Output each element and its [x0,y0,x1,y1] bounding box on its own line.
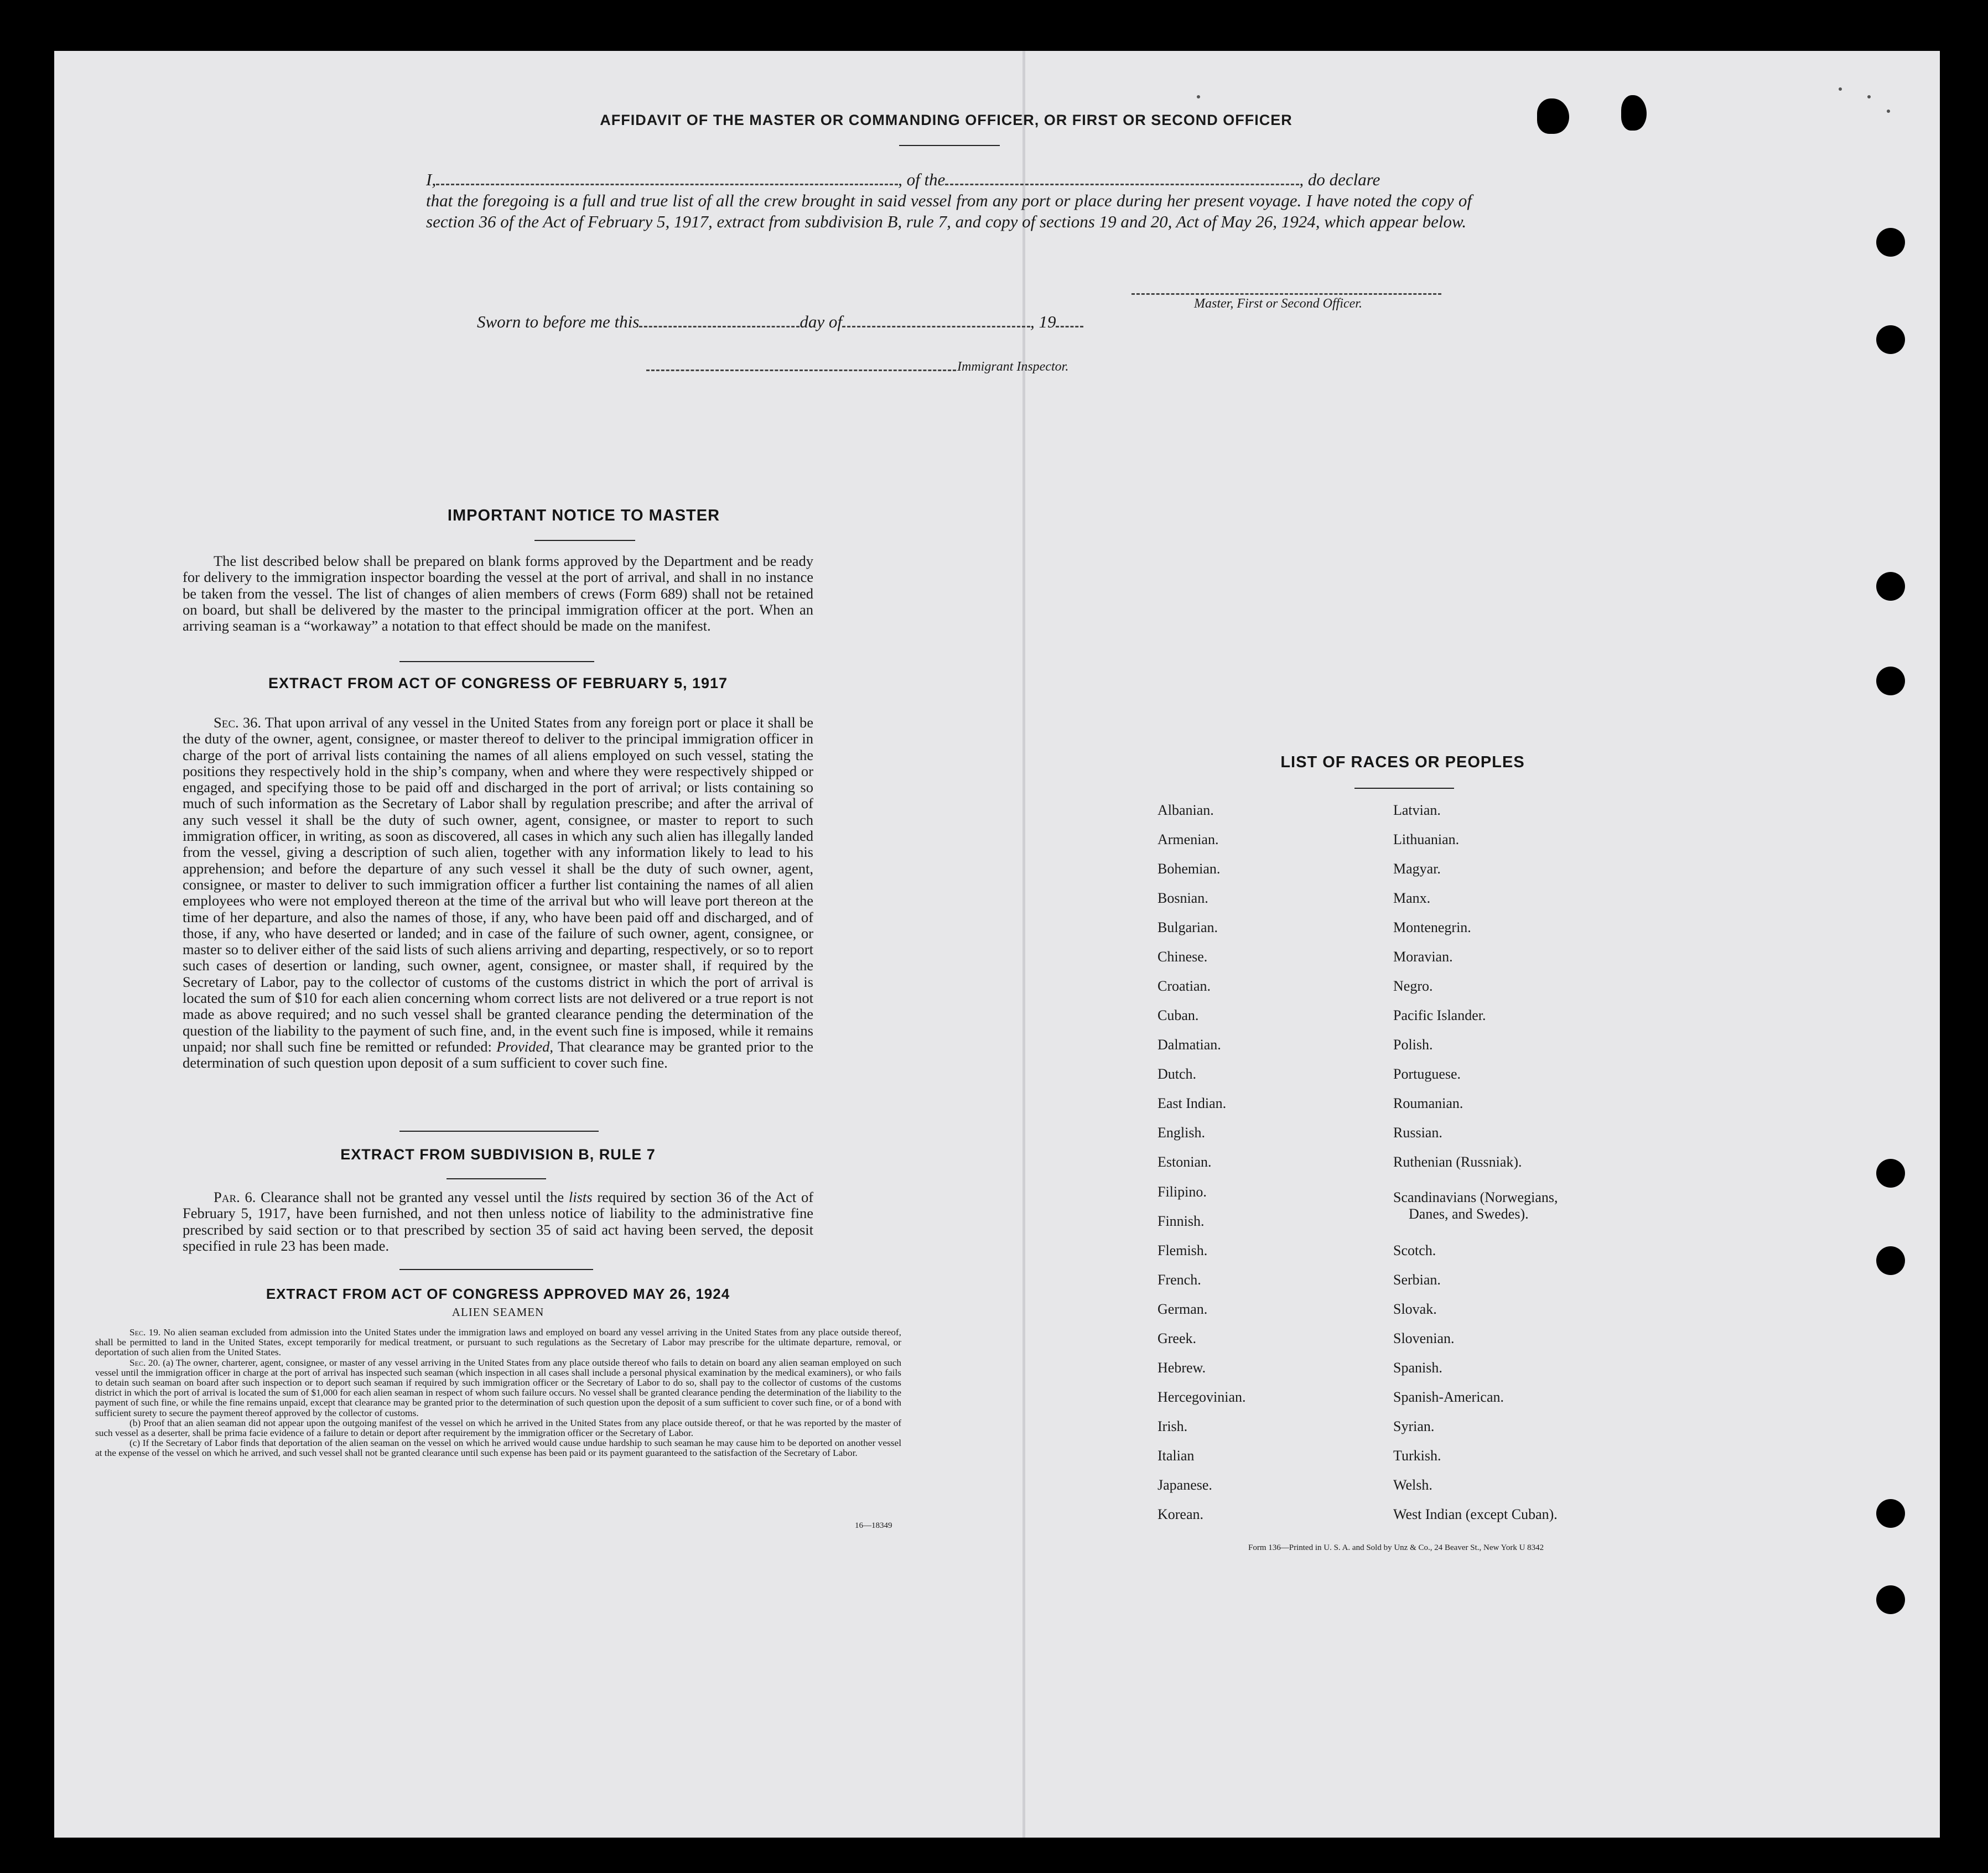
race-left: East Indian. [1157,1095,1227,1111]
race-right: Spanish. [1393,1360,1442,1376]
race-left: Bosnian. [1157,890,1208,906]
sec-19-text: No alien seaman excluded from admission into the United States under the immigration laws and employed on board any vessel arriving in the United States from any place outside thereof, shall be permitted to land in the United States, except temporarily for medical treatment, or pursuant to such regulations as the Secretary of Labor may prescribe for the ultimate departure, removal, or deportation of such alien from the United States. [95,1327,902,1358]
race-left: German. [1157,1301,1208,1317]
speck [1887,110,1890,113]
race-right: Polish. [1393,1037,1433,1053]
race-right: Scandinavians (Norwegians, [1393,1189,1558,1205]
race-left: Albanian. [1157,802,1214,818]
rule-7-body [183,1189,813,1254]
master-signature-line [1131,293,1441,295]
extract-1924-body [95,1328,901,1459]
sec-20a-text: (a) The owner, charterer, agent, consignee, or master of any vessel arriving in the United States from any place outside thereof who fails to detain on board any alien seaman employed on such vessel until the immigration officer in charge at the port of arrival has inspected such seaman (which inspection in all cases shall include a personal physical examination by the medical examiners), or who fails to detain such seaman on board after such inspection or to deport such seaman if required by such immigration officer or the Secretary of Labor to do so, shall pay to the collector of customs of the customs district in which the port of arrival is located the sum of $1,000 for each alien seaman in respect of whom such failure occurs. No vessel shall be granted clearance pending the determination of the liability to the payment of such fine, or while the fine remains unpaid, except that clearance may be granted prior to the determination of such question upon the deposit of a sum sufficient to cover such fine, or of a bond with sufficient surety to secure the payment thereof approved by the collector of customs. [95,1357,902,1418]
race-left: Korean. [1157,1506,1204,1522]
race-right: Portuguese. [1393,1066,1461,1082]
declare-do-declare: , do declare [1299,170,1380,189]
race-left: Dalmatian. [1157,1037,1221,1053]
race-right: Montenegrin. [1393,919,1471,935]
race-right: Scotch. [1393,1242,1436,1258]
punch-hole [1876,572,1905,601]
race-left: Armenian. [1157,831,1219,847]
race-right: Serbian. [1393,1272,1441,1288]
sworn-year: , 19 [1030,312,1056,331]
race-right: Latvian. [1393,802,1441,818]
speck [1867,95,1871,98]
sworn-year-blank [1056,326,1083,327]
rule-7-title: EXTRACT FROM SUBDIVISION B, RULE 7 [340,1146,656,1163]
race-right: Manx. [1393,890,1431,906]
form-code: 16—18349 [855,1521,892,1530]
sec-20c: (c) If the Secretary of Labor finds that deportation of the alien seaman on the vessel on which he arrived would cause undue hardship to such seaman he may cause him to be deported on another vessel at the expense of the vessel on which he arrived, and such vessel shall not be granted clearance until such expense has been paid or its payment guaranteed to the satisfaction of the Secretary of Labor. [95,1438,901,1459]
sec-36-label: Sec. 36. [214,714,262,731]
race-left: Italian [1157,1448,1195,1464]
sec-20b: (b) Proof that an alien seaman did not appear upon the outgoing manifest of the vessel on which he arrived in the United States from any place outside thereof, or that he was reported by the master of such vessel as a deserter, shall be prima facie evidence of a failure to detain or deport after requirement by the immigration officer or the Secretary of Labor. [95,1417,901,1439]
race-left: French. [1157,1272,1201,1288]
race-right: Welsh. [1393,1477,1432,1493]
speck [1197,95,1200,98]
race-left: Dutch. [1157,1066,1197,1082]
race-left: Irish. [1157,1418,1188,1434]
declare-i: I, [426,170,437,189]
race-right: Negro. [1393,978,1433,994]
notice-title: IMPORTANT NOTICE TO MASTER [447,507,720,524]
race-left: Finnish. [1157,1213,1205,1229]
races-title: LIST OF RACES OR PEOPLES [1280,753,1525,771]
inspector-label: Immigrant Inspector. [957,360,1069,374]
provided-word: Provided, [496,1038,554,1055]
sec-36-text: That upon arrival of any vessel in the United States from any foreign port or place it shall be the duty of the owner, agent, consignee, or master thereof to deliver to the principal immigration officer in charge of the port of arrival lists containing the names of all aliens employed on such vessel, stating the positions they respectively hold in the ship’s company, when and where they were respectively shipped or engaged, and specifying those to be paid off and discharged in the port of arrival; or lists containing so much of such information as the Secretary of Labor shall by regulation prescribe; and after the arrival of any such vessel it shall be the duty of such owner, agent, consignee, or master to report to such immigration officer, in writing, as soon as discovered, all cases in which any such alien has illegally landed from the vessel, giving a description of such alien, together with any information likely to lead to his apprehension; and before the departure of any such vessel it shall be the duty of such owner, agent, consignee, or master to deliver to such immigration officer a further list containing the names of all alien employees who were not employed thereon at the time of the arrival but who will leave port thereon at the time of her departure, and also the names of those, if any, who have been paid off and discharged, and of those, if any, who have deserted or landed; and in case of the failure of such owner, agent, consignee, or master so to deliver either of the said lists of such aliens arriving and departing, respectively, or so to report such cases of desertion or landing, such owner, agent, consignee, or master shall, if required by the Secretary of Labor, pay to the collector of customs of the customs district in which the port of arrival is located the sum of $10 for each alien concerning whom correct lists are not delivered or a true report is not made as above required; and no such vessel shall be granted clearance pending the determination of the question of the liability to the payment of such fine, and, in the event such fine is imposed, while it remains unpaid; nor shall such fine be remitted or refunded: [183,714,813,1055]
ink-blot [1621,95,1647,131]
punch-hole [1876,667,1905,695]
race-right: West Indian (except Cuban). [1393,1506,1558,1522]
sec-19-label: Sec. 19. [129,1327,161,1338]
punch-hole [1876,1585,1905,1614]
inspector-signature-line [646,370,956,371]
race-right: Russian. [1393,1125,1442,1141]
race-right: Magyar. [1393,861,1441,877]
race-left: Japanese. [1157,1477,1212,1493]
alien-seamen-subtitle: ALIEN SEAMEN [451,1305,544,1319]
declaration-first-line [426,169,1472,190]
lists-word: lists [568,1189,593,1205]
notice-rule [534,540,635,541]
notice-body: The list described below shall be prepared on blank forms approved by the Department and be ready for delivery to the immigration inspector boarding the vessel at the port of arrival, and shall in no instance be taken from the vessel. The list of changes of alien members of crews (Form 689) shall not be retained on board, but shall be delivered by the master to the principal immigration officer at the port. When an arriving seaman is a “workaway” a notation to that effect should be made on the manifest. [183,553,813,634]
race-left: Filipino. [1157,1184,1207,1200]
race-left: Estonian. [1157,1154,1212,1170]
vessel-blank [945,184,1299,185]
race-right: Slovenian. [1393,1330,1455,1346]
sworn-day-of: day of [800,312,842,331]
races-title-rule [1354,788,1454,789]
affidavit-title: AFFIDAVIT OF THE MASTER OR COMMANDING OFFICER, OR FIRST OR SECOND OFFICER [600,112,1293,128]
sworn-prefix: Sworn to before me this [477,312,640,331]
punch-hole [1876,1246,1905,1275]
sworn-line [477,312,1083,332]
rule-7-title-rule [447,1178,546,1179]
race-right: Lithuanian. [1393,831,1460,847]
ink-blot [1537,98,1569,134]
speck [1839,87,1842,91]
declaration-body: that the foregoing is a full and true list of all the crew brought in said vessel from any port or place during her present voyage. I have noted the copy of section 36 of the Act of February 5, 1917, extract from subdivision B, rule 7, and copy of sections 19 and 20, Act of May 26, 1924, which appear below. [426,191,1472,231]
rule-7-end-rule [399,1269,593,1270]
extract-1917-title: EXTRACT FROM ACT OF CONGRESS OF FEBRUARY 5, 1917 [268,675,728,691]
declare-of-the: , of the [898,170,946,189]
race-right: Turkish. [1393,1448,1441,1464]
race-right: Danes, and Swedes). [1409,1206,1529,1222]
sworn-date-blank [639,326,800,327]
punch-hole [1876,325,1905,354]
race-right: Syrian. [1393,1418,1435,1434]
notice-end-rule [399,661,594,662]
race-right: Roumanian. [1393,1095,1463,1111]
race-right: Slovak. [1393,1301,1437,1317]
sworn-month-blank [842,326,1030,327]
race-right: Spanish-American. [1393,1389,1504,1405]
rule-7-text-b: required by section 36 of the Act of February 5, 1917, have been furnished, and not then unless notice of liability to the administrative fine prescribed by said section or to that prescribed by section 35 of said act having been served, the deposit specified in rule 23 has been made. [183,1189,814,1254]
sec-20a [95,1358,901,1418]
extract-1917-end-rule [399,1131,599,1132]
title-rule [899,145,1000,146]
race-left: Flemish. [1157,1242,1208,1258]
punch-hole [1876,1499,1905,1528]
name-blank [436,184,898,185]
race-left: Bohemian. [1157,861,1221,877]
printer-imprint: Form 136—Printed in U. S. A. and Sold by Unz & Co., 24 Beaver St., New York U 8342 [1248,1543,1544,1552]
race-left: Croatian. [1157,978,1211,994]
extract-1924-title: EXTRACT FROM ACT OF CONGRESS APPROVED MAY 26, 1924 [266,1286,730,1302]
race-left: Cuban. [1157,1007,1199,1023]
extract-1917-body [183,715,813,1071]
race-right: Ruthenian (Russniak). [1393,1154,1522,1170]
declaration-paragraph [426,169,1472,232]
sec-20-label: Sec. 20. [129,1357,160,1368]
race-left: Hercegovinian. [1157,1389,1246,1405]
master-label: Master, First or Second Officer. [1194,296,1362,311]
par-6-label: Par. 6. [214,1189,256,1205]
rule-7-text-a: Clearance shall not be granted any vessel until the [261,1189,564,1205]
race-left: English. [1157,1125,1205,1141]
race-right: Moravian. [1393,949,1453,965]
punch-hole [1876,1159,1905,1188]
race-left: Hebrew. [1157,1360,1206,1376]
race-left: Greek. [1157,1330,1197,1346]
sec-36-text-end: That clearance may be granted prior to the determination of such question upon deposit of a sum sufficient to cover such fine. [183,1038,814,1071]
punch-hole [1876,228,1905,257]
race-left: Chinese. [1157,949,1208,965]
sec-19 [95,1328,901,1358]
race-left: Bulgarian. [1157,919,1218,935]
race-right: Pacific Islander. [1393,1007,1486,1023]
